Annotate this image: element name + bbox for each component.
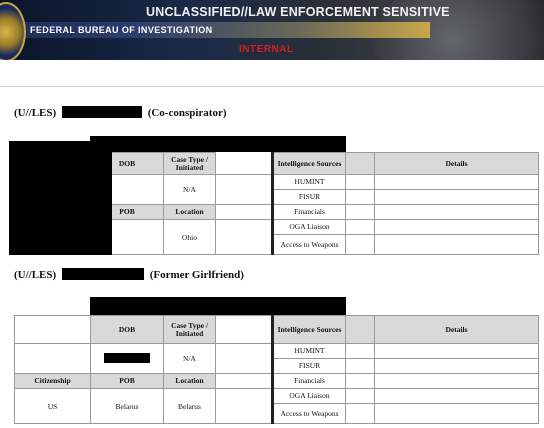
location-header: Location — [164, 205, 216, 220]
case-type-header: Case Type / Initiated — [164, 316, 216, 344]
dob-header: DOB — [91, 153, 164, 175]
source-financials: Financials — [273, 374, 346, 389]
details-header: Details — [375, 316, 539, 344]
agency-name: FEDERAL BUREAU OF INVESTIGATION — [30, 25, 213, 35]
subject-table-2 — [14, 315, 539, 424]
subject-heading-2 — [14, 268, 244, 281]
location-value: Belarus — [164, 389, 216, 424]
classification-marking: UNCLASSIFIED//LAW ENFORCEMENT SENSITIVE — [146, 5, 450, 19]
pob-value: Belarus — [91, 389, 164, 424]
header-banner — [0, 0, 544, 60]
details-header: Details — [375, 153, 539, 175]
pob-header: POB — [91, 205, 164, 220]
redacted-name-bar — [90, 297, 346, 315]
citizenship-value: US — [15, 389, 91, 424]
classification-prefix: (U//LES) — [14, 107, 57, 119]
source-fisur: FISUR — [273, 190, 346, 205]
location-header: Location — [164, 374, 216, 389]
intel-sources-header: Intelligence Sources — [273, 153, 346, 175]
internal-marking: INTERNAL — [239, 44, 294, 55]
subject-role: (Co-conspirator) — [147, 107, 227, 119]
subject-heading-1 — [14, 106, 227, 119]
case-type-header: Case Type / Initiated — [164, 153, 216, 175]
source-access-to-weapons: Access to Weapons — [273, 235, 346, 255]
redacted-dob — [104, 353, 150, 363]
source-financials: Financials — [273, 205, 346, 220]
source-oga-liaison: OGA Liaison — [273, 220, 346, 235]
citizenship-header: Citizenship — [15, 374, 91, 389]
case-type-value: N/A — [164, 344, 216, 374]
source-oga-liaison: OGA Liaison — [273, 389, 346, 404]
redacted-name-bar — [90, 136, 346, 152]
location-value: Ohio — [164, 220, 216, 255]
fbi-seal-icon — [0, 2, 26, 60]
redacted-photo — [9, 141, 112, 255]
source-fisur: FISUR — [273, 359, 346, 374]
subject-role: (Former Girlfriend) — [149, 269, 244, 281]
source-access-to-weapons: Access to Weapons — [273, 404, 346, 424]
divider — [0, 86, 544, 87]
redaction — [62, 268, 144, 280]
dob-header: DOB — [91, 316, 164, 344]
redaction — [62, 106, 142, 118]
source-humint: HUMINT — [273, 175, 346, 190]
case-type-value: N/A — [164, 175, 216, 205]
source-humint: HUMINT — [273, 344, 346, 359]
classification-prefix: (U//LES) — [14, 269, 57, 281]
intel-sources-header: Intelligence Sources — [273, 316, 346, 344]
pob-header: POB — [91, 374, 164, 389]
